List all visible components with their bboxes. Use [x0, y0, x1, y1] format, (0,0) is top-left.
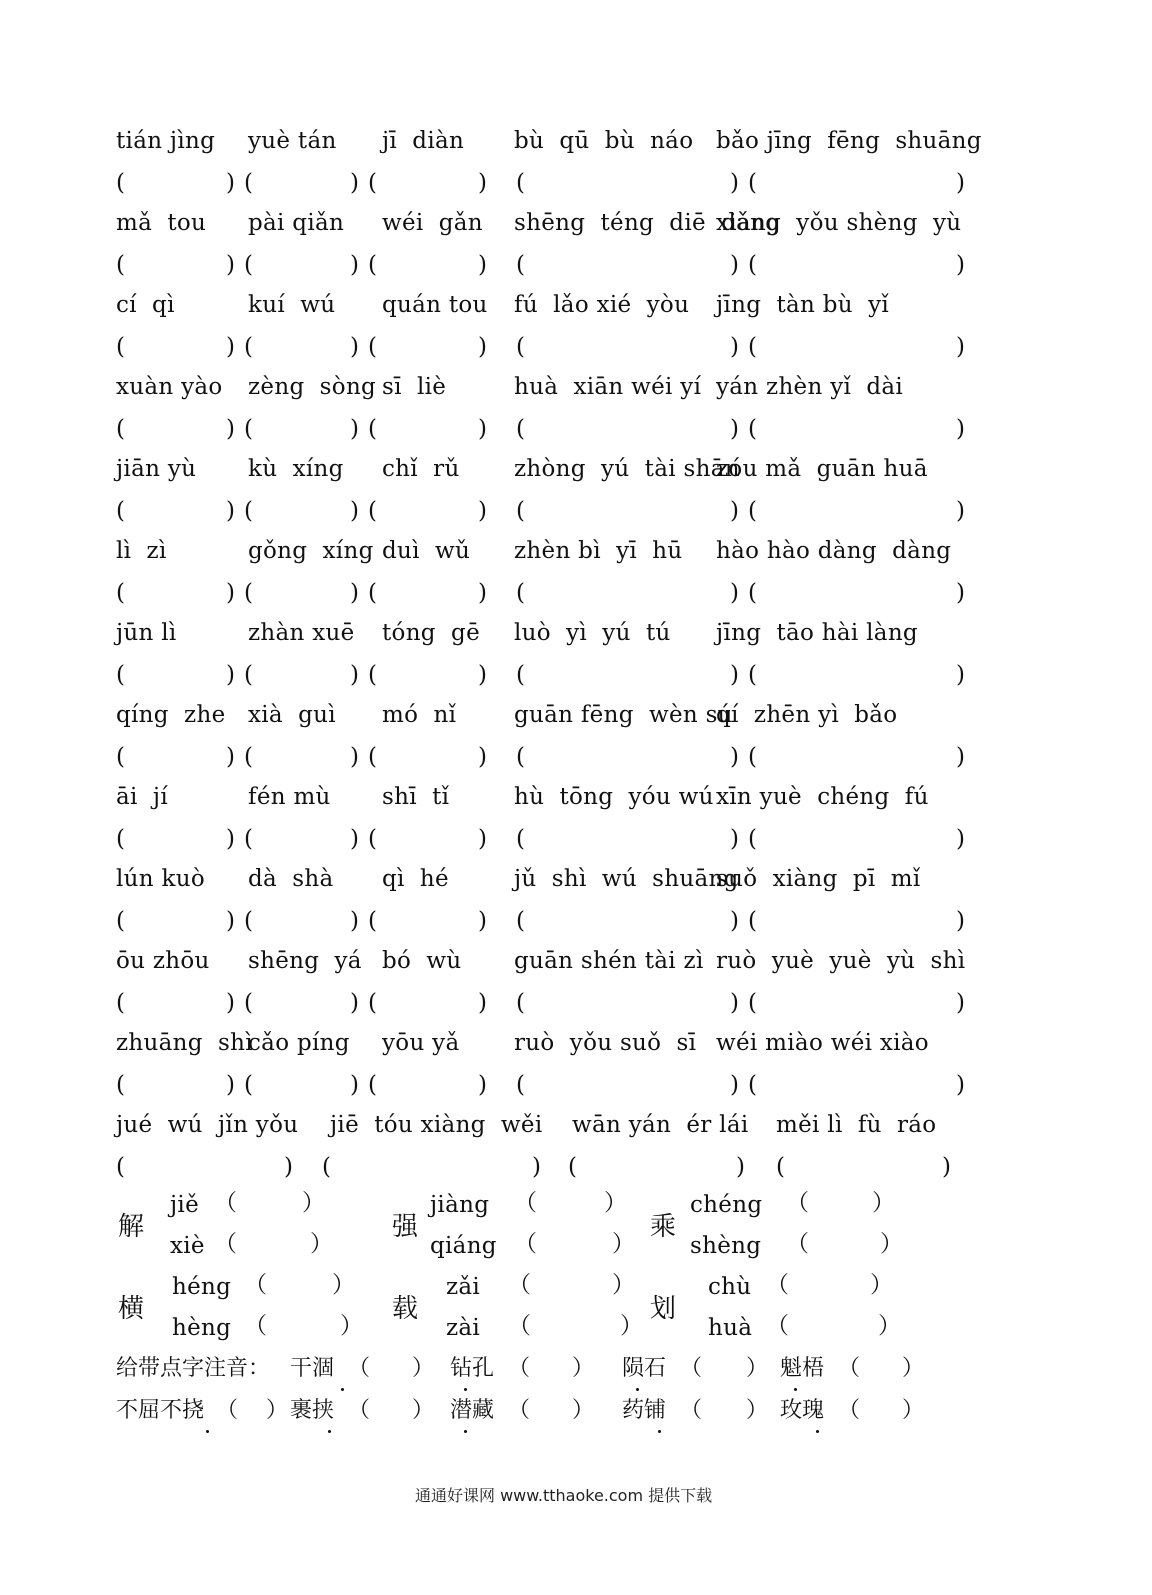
answer-paren-close: )	[226, 826, 235, 852]
polyphone-char: 横	[118, 1294, 145, 1324]
answer-paren-open: （	[514, 1190, 537, 1216]
annotate-word: 干涸	[290, 1356, 335, 1381]
polyphone-reading: huà	[708, 1315, 753, 1341]
answer-paren-open: （	[680, 1356, 703, 1381]
pinyin-word: ōu zhōu	[116, 948, 210, 974]
answer-paren-close: )	[350, 662, 359, 688]
answer-paren-close: )	[730, 334, 739, 360]
annotate-word: 裹挟	[290, 1398, 335, 1423]
pinyin-word: jiān yù	[116, 456, 197, 482]
answer-paren-close: )	[956, 662, 965, 688]
answer-paren-close: )	[532, 1154, 541, 1180]
answer-paren-close: )	[730, 170, 739, 196]
polyphone-reading: shèng	[690, 1233, 762, 1259]
pinyin-word: shēng téng diē dàng	[514, 210, 781, 236]
answer-paren-open: (	[516, 170, 525, 196]
answer-paren-open: （	[838, 1356, 861, 1381]
answer-paren-open: (	[368, 744, 377, 770]
emphasis-dot	[794, 1388, 797, 1391]
answer-paren-open: (	[748, 334, 757, 360]
answer-paren-close: ）	[604, 1190, 627, 1216]
pinyin-word: mó nǐ	[382, 702, 457, 728]
answer-paren-open: (	[748, 908, 757, 934]
answer-paren-close: )	[478, 908, 487, 934]
answer-paren-close: )	[226, 990, 235, 1016]
answer-paren-open: (	[776, 1154, 785, 1180]
answer-paren-open: （	[508, 1398, 531, 1423]
answer-paren-close: )	[730, 1072, 739, 1098]
pinyin-word: lì zì	[116, 538, 167, 564]
answer-paren-open: （	[214, 1190, 237, 1216]
answer-paren-close: )	[478, 990, 487, 1016]
emphasis-dot	[658, 1430, 661, 1433]
answer-paren-close: )	[478, 498, 487, 524]
answer-paren-open: （	[244, 1313, 267, 1339]
answer-paren-open: (	[368, 580, 377, 606]
polyphone-char: 乘	[650, 1212, 677, 1242]
answer-paren-close: ）	[880, 1231, 903, 1257]
pinyin-word: dà shà	[248, 866, 334, 892]
answer-paren-close: )	[350, 826, 359, 852]
answer-paren-close: )	[730, 990, 739, 1016]
pinyin-word: huà xiān wéi yí	[514, 374, 702, 400]
answer-paren-close: ）	[572, 1398, 595, 1423]
answer-paren-close: )	[226, 662, 235, 688]
pinyin-word: cí qì	[116, 292, 175, 318]
answer-paren-open: (	[748, 580, 757, 606]
pinyin-word: bǎo jīng fēng shuāng	[716, 128, 982, 154]
answer-paren-open: (	[244, 580, 253, 606]
answer-paren-close: ）	[412, 1398, 435, 1423]
pinyin-word: qíng zhe	[116, 702, 226, 728]
pinyin-word: lún kuò	[116, 866, 205, 892]
answer-paren-close: ）	[612, 1231, 635, 1257]
pinyin-word: chǐ rǔ	[382, 456, 460, 482]
answer-paren-close: )	[226, 744, 235, 770]
emphasis-dot	[341, 1388, 344, 1391]
answer-paren-open: (	[116, 662, 125, 688]
answer-paren-close: ）	[612, 1272, 635, 1298]
answer-paren-close: )	[478, 826, 487, 852]
answer-paren-open: (	[748, 498, 757, 524]
answer-paren-close: )	[350, 252, 359, 278]
answer-paren-open: (	[116, 252, 125, 278]
answer-paren-close: ）	[266, 1398, 289, 1423]
answer-paren-open: (	[368, 908, 377, 934]
answer-paren-open: (	[748, 252, 757, 278]
answer-paren-close: )	[350, 990, 359, 1016]
answer-paren-close: ）	[878, 1313, 901, 1339]
pinyin-word: zhòng yú tài shān	[514, 456, 740, 482]
answer-paren-open: (	[516, 252, 525, 278]
answer-paren-close: ）	[572, 1356, 595, 1381]
answer-paren-open: (	[244, 908, 253, 934]
emphasis-dot	[464, 1388, 467, 1391]
answer-paren-close: )	[226, 170, 235, 196]
answer-paren-open: (	[244, 662, 253, 688]
answer-paren-open: （	[514, 1231, 537, 1257]
polyphone-reading: xiè	[170, 1233, 205, 1259]
emphasis-dot	[464, 1430, 467, 1433]
answer-paren-close: )	[478, 580, 487, 606]
annotate-word: 不屈不挠	[116, 1398, 205, 1423]
polyphone-reading: héng	[172, 1274, 232, 1300]
pinyin-word: zhuāng shì	[116, 1030, 253, 1056]
pinyin-word: ruò yuè yuè yù shì	[716, 948, 966, 974]
answer-paren-close: )	[730, 580, 739, 606]
answer-paren-close: )	[350, 908, 359, 934]
answer-paren-close: )	[350, 498, 359, 524]
answer-paren-open: （	[786, 1190, 809, 1216]
answer-paren-close: ）	[870, 1272, 893, 1298]
answer-paren-close: )	[956, 416, 965, 442]
answer-paren-open: (	[748, 662, 757, 688]
pinyin-word: shēng yá	[248, 948, 362, 974]
answer-paren-open: (	[516, 1072, 525, 1098]
polyphone-char: 强	[392, 1212, 419, 1242]
answer-paren-open: （	[508, 1356, 531, 1381]
pinyin-word: yán zhèn yǐ dài	[716, 374, 904, 400]
answer-paren-open: (	[516, 990, 525, 1016]
annotate-word: 魁梧	[780, 1356, 825, 1381]
answer-paren-close: )	[956, 580, 965, 606]
answer-paren-close: )	[226, 252, 235, 278]
pinyin-word: cǎo píng	[248, 1030, 350, 1056]
pinyin-word: jué wú jǐn yǒu	[116, 1112, 299, 1138]
pinyin-word: jiē tóu xiàng wěi	[330, 1112, 543, 1138]
pinyin-word: sī liè	[382, 374, 447, 400]
answer-paren-open: (	[368, 498, 377, 524]
answer-paren-open: (	[368, 662, 377, 688]
answer-paren-close: )	[942, 1154, 951, 1180]
pinyin-word: luò yì yú tú	[514, 620, 671, 646]
answer-paren-close: )	[730, 252, 739, 278]
answer-paren-open: （	[766, 1272, 789, 1298]
answer-paren-open: (	[244, 826, 253, 852]
answer-paren-open: （	[244, 1272, 267, 1298]
pinyin-word: shī tǐ	[382, 784, 450, 810]
answer-paren-close: )	[478, 416, 487, 442]
answer-paren-open: (	[568, 1154, 577, 1180]
answer-paren-close: )	[956, 1072, 965, 1098]
pinyin-word: yōu yǎ	[382, 1030, 460, 1056]
polyphone-reading: chéng	[690, 1192, 763, 1218]
answer-paren-open: (	[116, 416, 125, 442]
answer-paren-close: ）	[340, 1313, 363, 1339]
annotate-word: 玫瑰	[780, 1398, 825, 1423]
answer-paren-open: （	[216, 1398, 239, 1423]
answer-paren-close: )	[226, 580, 235, 606]
answer-paren-close: ）	[746, 1356, 769, 1381]
annotate-word: 陨石	[622, 1356, 667, 1381]
answer-paren-open: （	[766, 1313, 789, 1339]
answer-paren-open: (	[516, 744, 525, 770]
answer-paren-close: )	[956, 744, 965, 770]
pinyin-word: bó wù	[382, 948, 462, 974]
pinyin-word: pài qiǎn	[248, 210, 345, 236]
pinyin-word: quán tou	[382, 292, 488, 318]
pinyin-word: suǒ xiàng pī mǐ	[716, 866, 921, 892]
pinyin-word: jī diàn	[382, 128, 465, 154]
pinyin-word: fén mù	[248, 784, 331, 810]
answer-paren-close: )	[956, 908, 965, 934]
polyphone-reading: chù	[708, 1274, 752, 1300]
pinyin-word: jīng tāo hài làng	[716, 620, 918, 646]
polyphone-reading: jiàng	[430, 1192, 490, 1218]
emphasis-dot	[636, 1388, 639, 1391]
pinyin-word: yuè tán	[248, 128, 337, 154]
answer-paren-close: )	[730, 662, 739, 688]
pinyin-word: zèng sòng	[248, 374, 377, 400]
answer-paren-close: )	[730, 908, 739, 934]
answer-paren-close: )	[226, 334, 235, 360]
answer-paren-open: (	[116, 498, 125, 524]
emphasis-dot	[206, 1430, 209, 1433]
answer-paren-open: (	[368, 826, 377, 852]
pinyin-word: bù qū bù náo	[514, 128, 694, 154]
answer-paren-open: (	[748, 416, 757, 442]
answer-paren-open: （	[786, 1231, 809, 1257]
answer-paren-open: (	[116, 826, 125, 852]
pinyin-word: kuí wú	[248, 292, 336, 318]
answer-paren-close: ）	[746, 1398, 769, 1423]
polyphone-char: 解	[118, 1212, 145, 1242]
pinyin-word: xuàn yào	[116, 374, 223, 400]
answer-paren-close: )	[478, 252, 487, 278]
answer-paren-open: (	[516, 580, 525, 606]
answer-paren-close: ）	[332, 1272, 355, 1298]
pinyin-word: duì wǔ	[382, 538, 471, 564]
answer-paren-open: （	[508, 1272, 531, 1298]
answer-paren-open: (	[516, 826, 525, 852]
answer-paren-open: (	[368, 334, 377, 360]
answer-paren-close: )	[730, 416, 739, 442]
answer-paren-open: (	[368, 1072, 377, 1098]
answer-paren-open: (	[244, 170, 253, 196]
answer-paren-close: )	[350, 170, 359, 196]
pinyin-word: qì hé	[382, 866, 449, 892]
answer-paren-close: )	[730, 826, 739, 852]
pinyin-word: jūn lì	[116, 620, 177, 646]
answer-paren-close: )	[478, 1072, 487, 1098]
answer-paren-open: (	[748, 990, 757, 1016]
answer-paren-close: )	[226, 416, 235, 442]
answer-paren-close: ）	[412, 1356, 435, 1381]
pinyin-word: xiáng yǒu shèng yù	[716, 210, 962, 236]
pinyin-word: gǒng xíng	[248, 538, 374, 564]
pinyin-word: mǎ tou	[116, 210, 207, 236]
answer-paren-open: (	[748, 1072, 757, 1098]
annotate-word: 潜藏	[450, 1398, 495, 1423]
pinyin-word: guān fēng wèn sú	[514, 702, 733, 728]
annotate-word: 药铺	[622, 1398, 667, 1423]
answer-paren-open: (	[368, 416, 377, 442]
answer-paren-open: (	[516, 662, 525, 688]
pinyin-word: wéi gǎn	[382, 210, 483, 236]
answer-paren-open: (	[244, 334, 253, 360]
answer-paren-close: )	[956, 334, 965, 360]
answer-paren-close: ）	[872, 1190, 895, 1216]
emphasis-dot	[328, 1430, 331, 1433]
answer-paren-open: (	[368, 252, 377, 278]
answer-paren-open: （	[838, 1398, 861, 1423]
pinyin-word: zhèn bì yī hū	[514, 538, 683, 564]
answer-paren-close: )	[226, 498, 235, 524]
answer-paren-close: )	[226, 908, 235, 934]
answer-paren-open: (	[116, 1154, 125, 1180]
answer-paren-open: (	[116, 990, 125, 1016]
answer-paren-close: )	[956, 990, 965, 1016]
answer-paren-open: (	[516, 498, 525, 524]
answer-paren-open: (	[116, 908, 125, 934]
answer-paren-close: ）	[310, 1231, 333, 1257]
answer-paren-close: ）	[302, 1190, 325, 1216]
pinyin-word: āi jí	[116, 784, 168, 810]
answer-paren-close: )	[736, 1154, 745, 1180]
emphasis-dot	[816, 1430, 819, 1433]
answer-paren-open: （	[348, 1398, 371, 1423]
answer-paren-close: )	[350, 416, 359, 442]
answer-paren-open: (	[748, 826, 757, 852]
pinyin-word: jǔ shì wú shuāng	[514, 866, 739, 892]
answer-paren-close: ）	[620, 1313, 643, 1339]
pinyin-word: fú lǎo xié yòu	[514, 292, 690, 318]
answer-paren-open: （	[214, 1231, 237, 1257]
answer-paren-close: )	[478, 744, 487, 770]
answer-paren-open: (	[116, 580, 125, 606]
answer-paren-open: (	[368, 170, 377, 196]
answer-paren-close: ）	[902, 1356, 925, 1381]
pinyin-word: hào hào dàng dàng	[716, 538, 952, 564]
pinyin-word: zóu mǎ guān huā	[716, 456, 928, 482]
annotate-prompt: 给带点字注音：	[116, 1356, 271, 1381]
pinyin-word: wéi miào wéi xiào	[716, 1030, 929, 1056]
answer-paren-open: (	[516, 416, 525, 442]
answer-paren-open: (	[244, 744, 253, 770]
footer-credit: 通通好课网 www.tthaoke.com 提供下载	[415, 1486, 713, 1505]
answer-paren-close: )	[956, 252, 965, 278]
answer-paren-close: ）	[902, 1398, 925, 1423]
answer-paren-open: (	[116, 334, 125, 360]
pinyin-word: zhàn xuē	[248, 620, 355, 646]
pinyin-word: tóng gē	[382, 620, 480, 646]
answer-paren-open: （	[508, 1313, 531, 1339]
pinyin-word: xīn yuè chéng fú	[716, 784, 929, 810]
answer-paren-close: )	[956, 498, 965, 524]
pinyin-word: hù tōng yóu wú	[514, 784, 714, 810]
pinyin-word: ruò yǒu suǒ sī	[514, 1030, 697, 1056]
polyphone-reading: zài	[446, 1315, 481, 1341]
answer-paren-open: （	[680, 1398, 703, 1423]
answer-paren-open: (	[116, 1072, 125, 1098]
answer-paren-open: (	[368, 990, 377, 1016]
answer-paren-open: (	[244, 1072, 253, 1098]
pinyin-word: wān yán ér lái	[572, 1112, 749, 1138]
answer-paren-open: （	[348, 1356, 371, 1381]
pinyin-word: jīng tàn bù yǐ	[716, 292, 890, 318]
polyphone-reading: hèng	[172, 1315, 232, 1341]
answer-paren-close: )	[350, 580, 359, 606]
pinyin-word: qí zhēn yì bǎo	[716, 702, 898, 728]
answer-paren-close: )	[226, 1072, 235, 1098]
answer-paren-close: )	[478, 334, 487, 360]
answer-paren-open: (	[244, 498, 253, 524]
answer-paren-open: (	[244, 252, 253, 278]
answer-paren-open: (	[748, 170, 757, 196]
pinyin-word: kù xíng	[248, 456, 344, 482]
pinyin-word: guān shén tài zì	[514, 948, 704, 974]
answer-paren-close: )	[956, 170, 965, 196]
answer-paren-close: )	[350, 744, 359, 770]
answer-paren-open: (	[748, 744, 757, 770]
answer-paren-open: (	[244, 990, 253, 1016]
answer-paren-close: )	[478, 170, 487, 196]
answer-paren-close: )	[730, 498, 739, 524]
answer-paren-open: (	[516, 908, 525, 934]
answer-paren-close: )	[350, 1072, 359, 1098]
answer-paren-open: (	[244, 416, 253, 442]
answer-paren-open: (	[116, 744, 125, 770]
answer-paren-open: (	[322, 1154, 331, 1180]
answer-paren-close: )	[284, 1154, 293, 1180]
pinyin-word: měi lì fù ráo	[776, 1112, 937, 1138]
polyphone-char: 载	[392, 1294, 419, 1324]
answer-paren-open: (	[516, 334, 525, 360]
answer-paren-close: )	[350, 334, 359, 360]
polyphone-reading: jiě	[170, 1192, 199, 1218]
annotate-word: 钻孔	[450, 1356, 495, 1381]
answer-paren-close: )	[478, 662, 487, 688]
answer-paren-open: (	[116, 170, 125, 196]
polyphone-char: 划	[650, 1294, 677, 1324]
answer-paren-close: )	[956, 826, 965, 852]
pinyin-word: xià guì	[248, 702, 336, 728]
polyphone-reading: qiáng	[430, 1233, 497, 1259]
pinyin-word: tián jìng	[116, 128, 216, 154]
polyphone-reading: zǎi	[446, 1274, 481, 1300]
answer-paren-close: )	[730, 744, 739, 770]
